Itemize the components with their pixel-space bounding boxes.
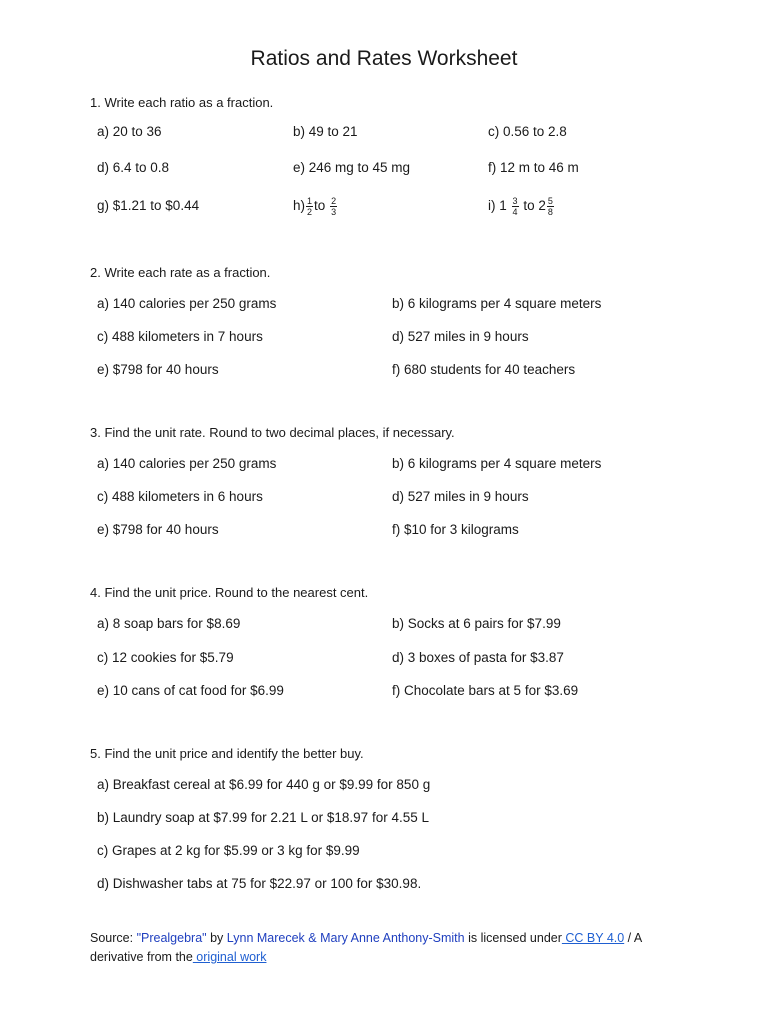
s2-item-e: e) $798 for 40 hours bbox=[97, 362, 219, 377]
s1-item-i bbox=[488, 196, 555, 217]
s1-item-b: b) 49 to 21 bbox=[293, 124, 358, 139]
s1-item-i-to: to 2 bbox=[523, 198, 546, 214]
s2-item-a: a) 140 calories per 250 grams bbox=[97, 296, 277, 311]
s1-item-h-to: to bbox=[314, 198, 326, 214]
s2-item-f: f) 680 students for 40 teachers bbox=[392, 362, 576, 377]
source-attribution bbox=[90, 929, 670, 967]
source-by: by bbox=[206, 931, 227, 945]
s4-item-f: f) Chocolate bars at 5 for $3.69 bbox=[392, 683, 579, 698]
s1-item-a: a) 20 to 36 bbox=[97, 124, 162, 139]
s5-item-a: a) Breakfast cereal at $6.99 for 440 g or $9.99 for 850 g bbox=[97, 777, 431, 792]
s4-item-e: e) 10 cans of cat food for $6.99 bbox=[97, 683, 284, 698]
s5-item-b: b) Laundry soap at $7.99 for 2.21 L or $18.97 for 4.55 L bbox=[97, 810, 429, 825]
worksheet-title: Ratios and Rates Worksheet bbox=[250, 47, 518, 70]
s1-item-f: f) 12 m to 46 m bbox=[488, 160, 579, 175]
source-derivative: / A derivative from the bbox=[90, 931, 642, 964]
s4-item-b: b) Socks at 6 pairs for $7.99 bbox=[392, 616, 561, 631]
s3-item-c: c) 488 kilometers in 6 hours bbox=[97, 489, 263, 504]
s2-item-b: b) 6 kilograms per 4 square meters bbox=[392, 296, 602, 311]
s4-item-a: a) 8 soap bars for $8.69 bbox=[97, 616, 241, 631]
s1-item-g: g) $1.21 to $0.44 bbox=[97, 198, 200, 213]
s2-item-d: d) 527 miles in 9 hours bbox=[392, 329, 529, 344]
section4-prompt: 4. Find the unit price. Round to the nearest cent. bbox=[90, 585, 369, 600]
s3-item-f: f) $10 for 3 kilograms bbox=[392, 522, 519, 537]
section2-prompt: 2. Write each rate as a fraction. bbox=[90, 265, 271, 280]
fraction: $\frac{2}{3}$ bbox=[331, 196, 337, 217]
license-link[interactable]: CC BY 4.0 bbox=[561, 931, 625, 945]
s5-item-d: d) Dishwasher tabs at 75 for $22.97 or 100 for $30.98. bbox=[97, 876, 422, 891]
s3-item-b: b) 6 kilograms per 4 square meters bbox=[392, 456, 602, 471]
fraction: $\frac{1}{2}$ bbox=[307, 196, 313, 217]
source-prefix: Source: bbox=[90, 931, 137, 945]
source-work-link[interactable]: "Prealgebra" bbox=[136, 931, 207, 945]
s1-item-i-label: i) 1 bbox=[488, 198, 507, 214]
s4-item-d: d) 3 boxes of pasta for $3.87 bbox=[392, 650, 564, 665]
fraction: $\frac{3}{4}$ bbox=[512, 196, 518, 217]
s4-item-c: c) 12 cookies for $5.79 bbox=[97, 650, 234, 665]
s5-item-c: c) Grapes at 2 kg for $5.99 or 3 kg for $9.99 bbox=[97, 843, 360, 858]
s3-item-d: d) 527 miles in 9 hours bbox=[392, 489, 529, 504]
source-licensed: is licensed under bbox=[464, 931, 562, 945]
s1-item-c: c) 0.56 to 2.8 bbox=[488, 124, 567, 139]
source-authors-link[interactable]: Lynn Marecek & Mary Anne Anthony-Smith bbox=[226, 931, 465, 945]
s1-item-d: d) 6.4 to 0.8 bbox=[97, 160, 170, 175]
section1-prompt: 1. Write each ratio as a fraction. bbox=[90, 95, 274, 110]
s1-item-h-label: h) bbox=[293, 198, 306, 214]
section3-prompt: 3. Find the unit rate. Round to two decimal places, if necessary. bbox=[90, 425, 455, 440]
s1-item-h bbox=[293, 196, 338, 217]
original-work-link[interactable]: original work bbox=[192, 950, 267, 964]
section5-prompt: 5. Find the unit price and identify the better buy. bbox=[90, 746, 364, 761]
s2-item-c: c) 488 kilometers in 7 hours bbox=[97, 329, 263, 344]
s1-item-e: e) 246 mg to 45 mg bbox=[293, 160, 411, 175]
fraction: $\frac{5}{8}$ bbox=[547, 196, 553, 217]
s3-item-e: e) $798 for 40 hours bbox=[97, 522, 219, 537]
s3-item-a: a) 140 calories per 250 grams bbox=[97, 456, 277, 471]
